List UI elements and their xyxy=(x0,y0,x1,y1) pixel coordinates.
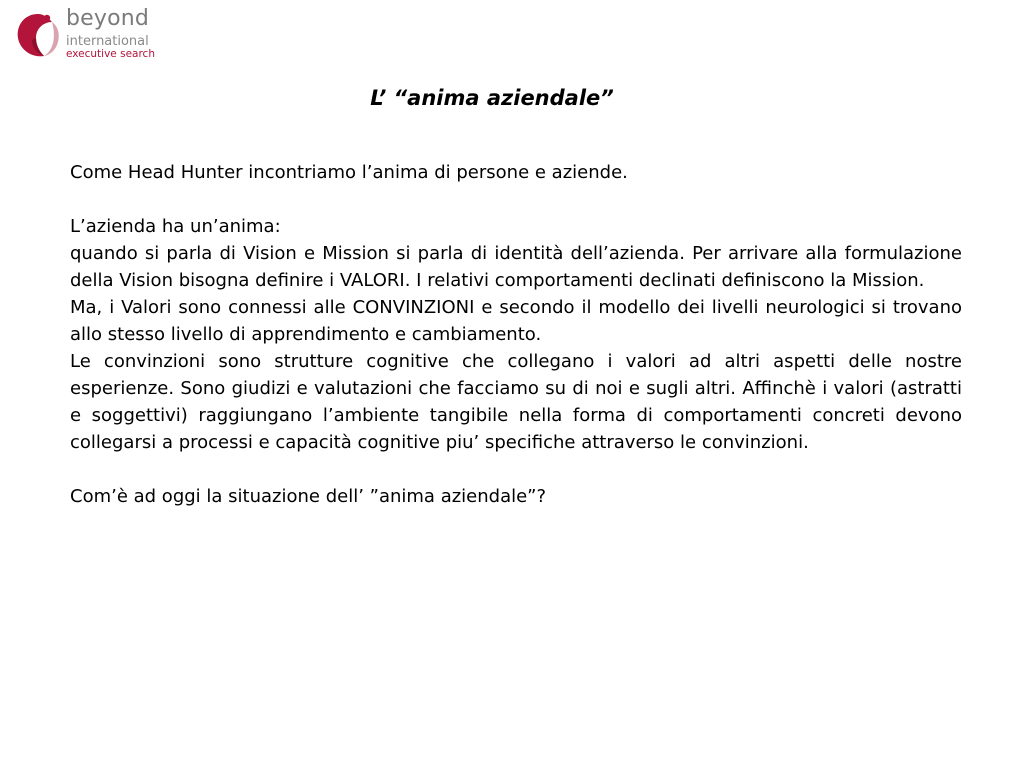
closing-question: Com’è ad oggi la situazione dell’ ”anima aziendale”? xyxy=(70,486,547,507)
paragraph-convinzioni: Ma, i Valori sono connessi alle CONVINZIONI e secondo il modello dei livelli neurologici si trovano allo stesso livello di apprendimento e cambiamento. xyxy=(70,297,962,345)
spacer xyxy=(70,186,962,213)
paragraph-vision-mission: quando si parla di Vision e Mission si parla di identità dell’azienda. Per arrivare alla formulazione della Vision bisogna definire i VALORI. I relativi comportamenti declinati definiscono la Mission. xyxy=(70,243,962,291)
paragraph-cognitive: Le convinzioni sono strutture cognitive che collegano i valori ad altri aspetti delle nostre esperienze. Sono giudizi e valutazioni che facciamo su di noi e sugli altri. Affinchè i valori (astratti e soggettivi) raggiungano l’ambiente tangibile nella forma di comportamenti concreti devono collegarsi a processi e capacità cognitive piu’ specifiche attraverso le convinzioni. xyxy=(70,351,962,453)
slide-title: L’ “anima aziendale” xyxy=(370,86,614,110)
spacer xyxy=(70,456,962,483)
slide-body xyxy=(70,159,962,510)
logo-wordmark: beyond xyxy=(66,6,150,31)
logo-tagline: executive search xyxy=(66,48,155,60)
beyond-logo-icon xyxy=(14,10,64,60)
company-logo xyxy=(14,8,184,72)
intro-text: Come Head Hunter incontriamo l’anima di persone e aziende. xyxy=(70,162,628,183)
logo-subtitle: international xyxy=(66,34,149,49)
section-heading: L’azienda ha un’anima: xyxy=(70,216,281,237)
